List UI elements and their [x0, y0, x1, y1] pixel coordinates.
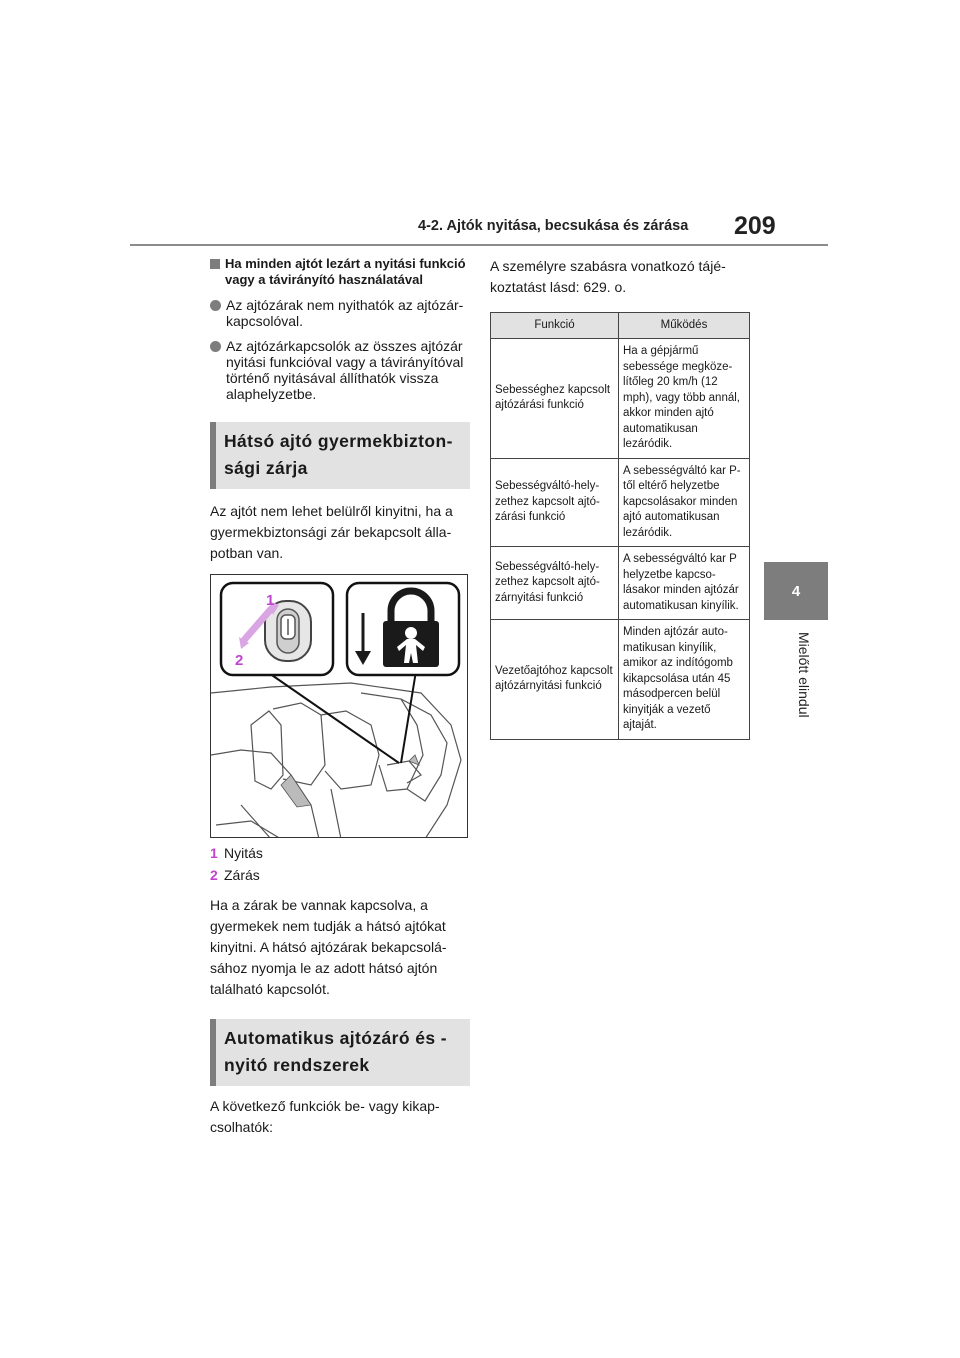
bullet-text: Az ajtózárkapcsolók az összes ajtózár nyitási funkcióval vagy a távirányítóval történő nyitásával állíthatók vissza alaphelyzetbe. [226, 338, 464, 402]
section-heading-auto-lock: Automatikus ajtózáró és -nyitó rendszerek [210, 1019, 470, 1086]
bullet-text: Az ajtózárak nem nyithatók az ajtózárkapcsolóval. [226, 297, 464, 329]
bullet-item [210, 338, 470, 402]
table-header-row [491, 313, 750, 339]
bullet-item [210, 297, 470, 329]
table-header-operation: Működés [619, 313, 750, 339]
table-cell-operation: Minden ajtózár automatikusan kinyílik, amikor az indítógomb kikapcsolása után 45 másodpercen belül kinyitják a vezető ajtaját. [619, 620, 750, 740]
child-lock-intro: Az ajtót nem lehet belülről kinyitni, ha a gyermekbiztonsági zár bekapcsolt állapotban van. [210, 503, 453, 561]
table-header-function: Funkció [491, 313, 619, 339]
subheading [210, 256, 470, 288]
customization-reference: A személyre szabásra vonatkozó tájékoztatást lásd: 629. o. [490, 258, 726, 295]
table-row [491, 547, 750, 620]
circle-bullet-icon [210, 300, 221, 311]
table-cell-operation: A sebességváltó kar P helyzetbe kapcsolásakor minden ajtózár automatikusan kinyílik. [619, 547, 750, 620]
callout-label-2: 2 [235, 652, 244, 669]
table-cell-function: Vezetőajtóhoz kapcsolt ajtózárnyitási funkció [491, 620, 619, 740]
callout-text: Nyitás [224, 845, 263, 861]
auto-lock-intro: A következő funkciók be- vagy kikapcsolhatók: [210, 1098, 440, 1135]
table-row [491, 458, 750, 547]
table-cell-function: Sebességváltó-helyzethez kapcsolt ajtózárnyitási funkció [491, 547, 619, 620]
callout-item [210, 842, 470, 864]
table-row [491, 620, 750, 740]
circle-bullet-icon [210, 341, 221, 352]
table-cell-function: Sebességhez kapcsolt ajtózárási funkció [491, 339, 619, 459]
callout-item [210, 864, 470, 886]
left-column [210, 256, 470, 1138]
child-lock-illustration [210, 574, 468, 838]
callout-number: 1 [210, 845, 218, 861]
right-column [490, 256, 752, 740]
table-cell-operation: A sebességváltó kar P-től eltérő helyzetbe kapcsolásakor minden ajtó automatikusan lezáródik. [619, 458, 750, 547]
section-title: 4-2. Ajtók nyitása, becsukása és zárása [418, 218, 689, 234]
table-row [491, 339, 750, 459]
callout-number: 2 [210, 867, 218, 883]
page-number: 209 [734, 212, 776, 240]
chapter-title: Mielőtt elindul [796, 632, 812, 718]
child-lock-body: Ha a zárak be vannak kapcsolva, a gyermekek nem tudják a hátsó ajtókat kinyitni. A hátsó ajtózárak bekapcsolásához nyomja le az adott hátsó ajtón található kapcsolót. [210, 897, 447, 997]
auto-lock-functions-table [490, 312, 750, 740]
chapter-tab: 4 [764, 562, 828, 620]
table-cell-function: Sebességváltó-helyzethez kapcsolt ajtózárási funkció [491, 458, 619, 547]
figure-callouts [210, 842, 470, 886]
callout-text: Zárás [224, 867, 260, 883]
subheading-text: Ha minden ajtót lezárt a nyitási funkció vagy a távirányító használatával [225, 256, 466, 287]
header-divider [130, 244, 828, 246]
table-cell-operation: Ha a gépjármű sebessége megközelítőleg 20 km/h (12 mph), vagy több annál, akkor minden ajtó automatikusan lezáródik. [619, 339, 750, 459]
section-heading-child-lock: Hátsó ajtó gyermekbiztonsági zárja [210, 422, 470, 489]
callout-label-1: 1 [266, 592, 275, 609]
child-lock-diagram [211, 575, 468, 838]
square-bullet-icon [210, 259, 220, 269]
